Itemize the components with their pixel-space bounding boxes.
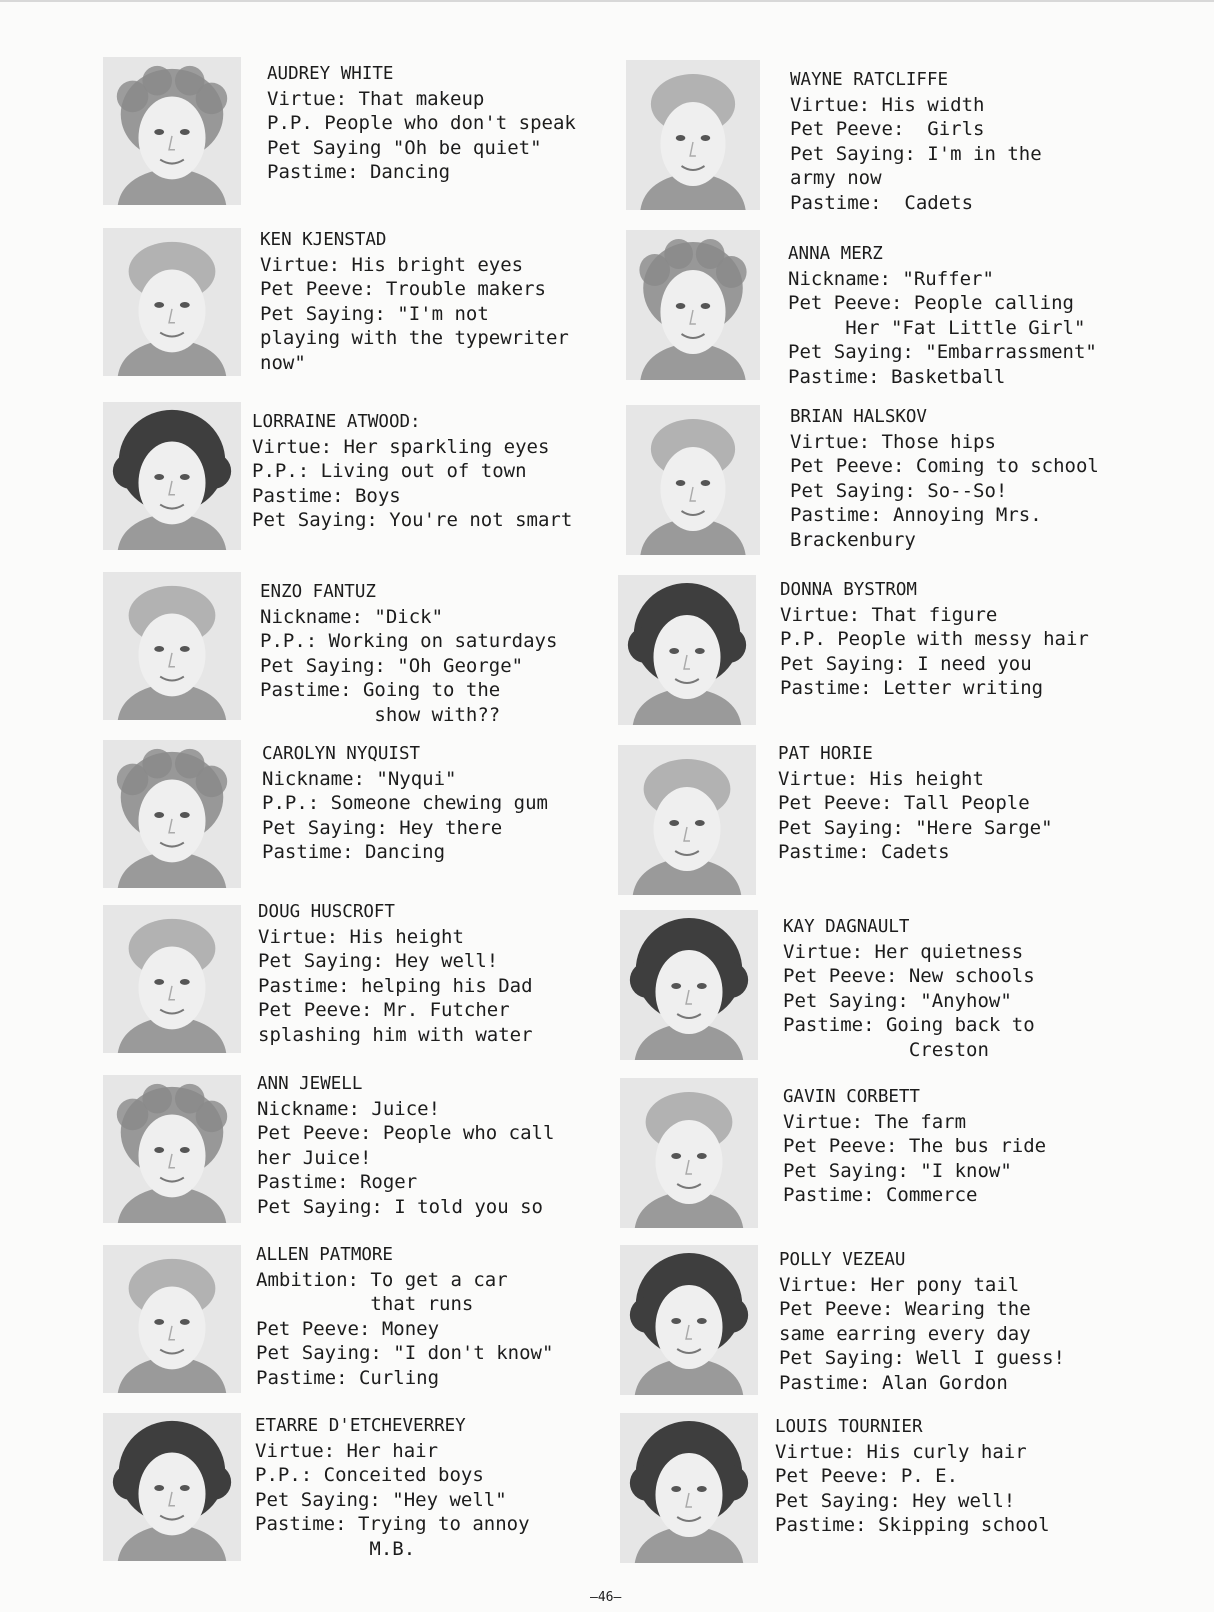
- student-detail-line: Virtue: Her quietness: [783, 940, 1024, 963]
- student-detail-line: Pastime: Commerce: [783, 1184, 978, 1206]
- student-name: ALLEN PATMORE: [256, 1245, 393, 1265]
- student-detail-line: Pet Saying "Oh be quiet": [267, 136, 542, 159]
- student-detail-line: her Juice!: [257, 1146, 372, 1169]
- student-detail-line: Virtue: Her sparkling eyes: [252, 435, 550, 458]
- student-entry: [258, 900, 533, 1047]
- student-detail-line: Nickname: "Nyqui": [262, 767, 457, 790]
- student-photo: [103, 1075, 241, 1223]
- student-detail-line: Pet Saying: I told you so: [257, 1195, 543, 1218]
- student-detail-line: that runs: [256, 1293, 474, 1315]
- student-detail-line: Pet Saying: "Oh George": [260, 654, 524, 677]
- student-photo: [626, 230, 760, 380]
- student-detail-line: Virtue: His width: [790, 93, 985, 116]
- student-detail-line: Pet Peeve: The bus ride: [783, 1135, 1047, 1157]
- student-name: DONNA BYSTROM: [780, 580, 917, 600]
- student-detail-line: Virtue: His curly hair: [775, 1440, 1027, 1463]
- student-name: WAYNE RATCLIFFE: [790, 70, 949, 90]
- student-detail-line: same earring every day: [779, 1322, 1031, 1345]
- student-detail-line: Pastime: Roger: [257, 1171, 418, 1193]
- student-name: ETARRE D'ETCHEVERREY: [255, 1416, 466, 1436]
- student-detail-line: Brackenbury: [790, 528, 916, 551]
- student-entry: [260, 580, 557, 727]
- student-detail-line: Pet Saying: So--So!: [790, 479, 1008, 502]
- student-detail-line: Creston: [783, 1038, 989, 1061]
- student-detail-line: Nickname: "Dick": [260, 605, 444, 628]
- student-detail-line: Pastime: Cadets: [790, 191, 974, 214]
- student-detail-line: Pet Peeve: Trouble makers: [260, 278, 546, 300]
- student-photo: [620, 910, 758, 1060]
- student-detail-line: Pastime: Curling: [256, 1366, 440, 1389]
- student-detail-line: Pastime: Going to the: [260, 679, 501, 701]
- student-detail-line: Pastime: Annoying Mrs.: [790, 504, 1042, 526]
- student-entry: [783, 1085, 1046, 1208]
- student-name: ANNA MERZ: [788, 244, 883, 264]
- student-detail-line: show with??: [260, 703, 501, 726]
- student-detail-line: Virtue: That makeup: [267, 87, 485, 110]
- student-name: DOUG HUSCROFT: [258, 902, 395, 922]
- student-detail-line: Pet Saying: Well I guess!: [779, 1347, 1065, 1369]
- student-photo: [620, 1245, 758, 1395]
- student-detail-line: Pet Saying: I'm in the: [790, 142, 1042, 165]
- student-detail-line: Pastime: Skipping school: [775, 1514, 1050, 1536]
- student-photo: [103, 1245, 241, 1393]
- student-name: POLLY VEZEAU: [779, 1250, 906, 1270]
- student-entry: [790, 68, 1042, 215]
- student-entry: [260, 228, 569, 375]
- student-detail-line: Pet Saying: Hey well!: [258, 950, 499, 972]
- student-name: LORRAINE ATWOOD:: [252, 412, 421, 432]
- student-detail-line: Pastime: Going back to: [783, 1014, 1035, 1036]
- student-photo: [103, 57, 241, 205]
- student-detail-line: Pet Peeve: Money: [256, 1317, 440, 1340]
- student-name: GAVIN CORBETT: [783, 1087, 920, 1107]
- student-name: CAROLYN NYQUIST: [262, 744, 421, 764]
- student-detail-line: Pastime: Basketball: [788, 365, 1006, 388]
- student-photo: [103, 1413, 241, 1561]
- student-entry: [780, 578, 1089, 701]
- student-detail-line: Virtue: Her pony tail: [779, 1273, 1020, 1296]
- student-detail-line: Pastime: Letter writing: [780, 677, 1044, 699]
- student-detail-line: P.P. People with messy hair: [780, 628, 1089, 650]
- student-entry: [790, 405, 1099, 552]
- student-detail-line: Pet Peeve: Girls: [790, 118, 985, 140]
- student-detail-line: army now: [790, 167, 882, 189]
- student-photo: [618, 575, 756, 725]
- student-detail-line: Pet Peeve: Coming to school: [790, 455, 1099, 477]
- student-photo: [626, 405, 760, 555]
- student-entry: [257, 1072, 554, 1219]
- student-detail-line: Pet Peeve: People calling: [788, 292, 1074, 314]
- student-detail-line: Pastime: Dancing: [267, 161, 451, 183]
- student-entry: [779, 1248, 1065, 1395]
- student-detail-line: Virtue: The farm: [783, 1110, 967, 1133]
- student-name: KAY DAGNAULT: [783, 917, 910, 937]
- student-name: ENZO FANTUZ: [260, 582, 376, 602]
- student-name: BRIAN HALSKOV: [790, 407, 927, 427]
- student-photo: [103, 402, 241, 550]
- student-name: KEN KJENSTAD: [260, 230, 387, 250]
- student-entry: [778, 742, 1053, 865]
- student-detail-line: playing with the typewriter: [260, 327, 569, 349]
- student-photo: [620, 1078, 758, 1228]
- student-entry: [255, 1414, 530, 1561]
- student-photo: [618, 745, 756, 895]
- student-detail-line: M.B.: [255, 1537, 416, 1560]
- student-name: PAT HORIE: [778, 744, 873, 764]
- student-detail-line: Pet Saying: "Hey well": [255, 1488, 507, 1511]
- student-detail-line: Pet Saying: I need you: [780, 652, 1032, 675]
- student-detail-line: Virtue: That figure: [780, 603, 998, 626]
- student-detail-line: Pet Saying: Hey well!: [775, 1489, 1016, 1512]
- student-detail-line: Pastime: Alan Gordon: [779, 1371, 1008, 1394]
- student-detail-line: Pet Peeve: P. E.: [775, 1465, 959, 1487]
- student-detail-line: Pastime: Dancing: [262, 841, 446, 863]
- student-detail-line: Pet Saying: You're not smart: [252, 509, 573, 531]
- top-edge-line: [0, 0, 1214, 2]
- student-name: AUDREY WHITE: [267, 64, 394, 84]
- student-name: ANN JEWELL: [257, 1074, 363, 1094]
- student-detail-line: Virtue: His height: [258, 925, 464, 948]
- student-detail-line: Pastime: Trying to annoy: [255, 1513, 530, 1535]
- student-photo: [626, 60, 760, 210]
- student-detail-line: Pet Saying: "I'm not: [260, 302, 489, 325]
- student-detail-line: Pet Peeve: New schools: [783, 965, 1035, 987]
- student-entry: [788, 242, 1097, 389]
- student-photo: [103, 740, 241, 888]
- student-photo: [103, 572, 241, 720]
- student-detail-line: Pet Peeve: People who call: [257, 1122, 555, 1144]
- student-photo: [103, 228, 241, 376]
- student-detail-line: Her "Fat Little Girl": [788, 316, 1086, 339]
- student-detail-line: Pet Saying: "Here Sarge": [778, 816, 1053, 839]
- student-detail-line: Virtue: His bright eyes: [260, 253, 524, 276]
- student-detail-line: now": [260, 351, 306, 374]
- student-detail-line: P.P.: Working on saturdays: [260, 630, 558, 652]
- student-entry: [256, 1243, 553, 1390]
- student-entry: [775, 1415, 1050, 1538]
- student-detail-line: Pet Saying: "Anyhow": [783, 989, 1012, 1012]
- student-detail-line: Pastime: Boys: [252, 484, 401, 507]
- student-detail-line: Pet Peeve: Tall People: [778, 792, 1030, 814]
- student-detail-line: Pet Saying: "Embarrassment": [788, 341, 1097, 363]
- student-detail-line: P.P.: Someone chewing gum: [262, 792, 548, 814]
- student-entry: [252, 410, 572, 533]
- student-detail-line: Ambition: To get a car: [256, 1268, 508, 1291]
- student-entry: [783, 915, 1035, 1062]
- student-detail-line: Pet Peeve: Wearing the: [779, 1298, 1031, 1320]
- student-entry: [267, 62, 576, 185]
- student-photo: [620, 1413, 758, 1563]
- student-detail-line: P.P. People who don't speak: [267, 112, 576, 134]
- student-detail-line: Pet Peeve: Mr. Futcher: [258, 999, 510, 1021]
- student-detail-line: Pastime: helping his Dad: [258, 974, 533, 997]
- student-detail-line: Virtue: Her hair: [255, 1439, 439, 1462]
- student-detail-line: splashing him with water: [258, 1023, 533, 1046]
- student-detail-line: P.P.: Conceited boys: [255, 1464, 484, 1486]
- student-detail-line: P.P.: Living out of town: [252, 460, 527, 482]
- student-detail-line: Pet Saying: "I know": [783, 1159, 1012, 1182]
- student-name: LOUIS TOURNIER: [775, 1417, 923, 1437]
- student-detail-line: Pet Saying: Hey there: [262, 816, 503, 839]
- student-detail-line: Nickname: Juice!: [257, 1097, 441, 1120]
- student-photo: [103, 905, 241, 1053]
- student-detail-line: Virtue: His height: [778, 767, 984, 790]
- student-detail-line: Virtue: Those hips: [790, 430, 996, 453]
- student-detail-line: Pet Saying: "I don't know": [256, 1342, 554, 1364]
- student-entry: [262, 742, 548, 865]
- student-detail-line: Nickname: "Ruffer": [788, 267, 994, 290]
- page-number: —46—: [590, 1590, 622, 1605]
- student-detail-line: Pastime: Cadets: [778, 841, 950, 863]
